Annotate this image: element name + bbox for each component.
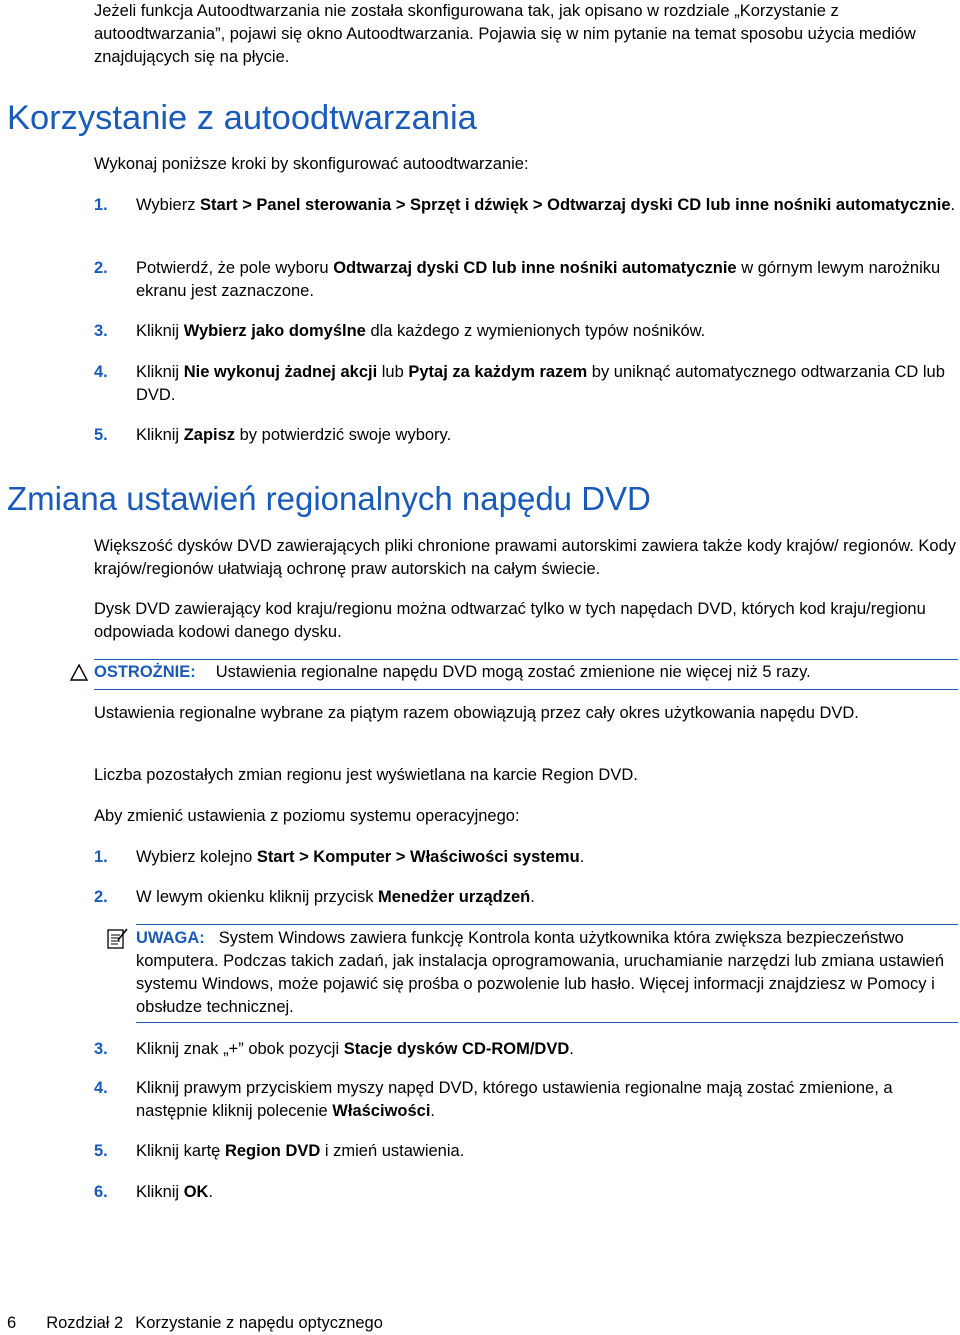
note-block: [136, 927, 960, 1019]
list-item: 2. W lewym okienku kliknij przycisk Menedżer urządzeń.: [94, 888, 535, 906]
list-item: 5. Kliknij kartę Region DVD i zmień ustawienia.: [94, 1142, 465, 1160]
note-pad-icon: [107, 927, 129, 949]
paragraph: Aby zmienić ustawienia z poziomu systemu operacyjnego:: [94, 807, 520, 825]
list-item: 5. Kliknij Zapisz by potwierdzić swoje wybory.: [94, 426, 452, 444]
note-bottom-rule: [136, 1022, 958, 1023]
caution-triangle-icon: [70, 664, 88, 681]
paragraph: Większość dysków DVD zawierających pliki chronione prawami autorskimi zawiera także kody krajów/ regionów. Kody krajów/regionów ułatwiają ochronę praw autorskich na całym świecie.: [94, 537, 956, 578]
note-text: System Windows zawiera funkcję Kontrola konta użytkownika która zwiększa bezpieczeństwo komputera. Podczas takich zadań, jak instalacja oprogramowania, uruchamianie narzędzi lub zmiana ustawień systemu Windows, może pojawić się prośba o pozwolenie lub hasło. Więcej informacji znajdziesz w Pomocy i obsłudze technicznej.: [136, 929, 945, 1016]
note-label: UWAGA:: [136, 929, 205, 947]
paragraph: Dysk DVD zawierający kod kraju/regionu można odtwarzać tylko w tych napędach DVD, których kod kraju/regionu odpowiada kodowi danego dysku.: [94, 600, 926, 641]
caution-note: [94, 661, 960, 684]
caution-bottom-rule: [94, 689, 958, 690]
list-item: 6. Kliknij OK.: [94, 1183, 214, 1201]
list-item: 2. Potwierdź, że pole wyboru Odtwarzaj dyski CD lub inne nośniki automatycznie w górnym lewym narożniku ekranu jest zaznaczone.: [94, 259, 941, 300]
intro-paragraph: Jeżeli funkcja Autoodtwarzania nie została skonfigurowana tak, jak opisano w rozdziale „Korzystanie z autoodtwarzania”, pojawi się okno Autoodtwarzania. Pojawia się w nim pytanie na temat sposobu użycia mediów znajdujących się na płycie.: [94, 2, 916, 66]
list-item: 1. Wybierz kolejno Start > Komputer > Właściwości systemu.: [94, 848, 585, 866]
list-item: 4. Kliknij Nie wykonuj żadnej akcji lub Pytaj za każdym razem by uniknąć automatycznego odtwarzania CD lub DVD.: [94, 363, 945, 404]
page-footer: [7, 1312, 383, 1334]
list-item: 3. Kliknij znak „+” obok pozycji Stacje dysków CD-ROM/DVD.: [94, 1040, 574, 1058]
section-heading-autoplay: Korzystanie z autoodtwarzania: [7, 99, 477, 137]
paragraph: Liczba pozostałych zmian regionu jest wyświetlana na karcie Region DVD.: [94, 766, 638, 784]
list-item: 4. Kliknij prawym przyciskiem myszy napęd DVD, którego ustawienia regionalne mają zostać zmienione, a następnie kliknij polecenie Właściwości.: [94, 1079, 893, 1120]
chapter-title: Korzystanie z napędu optycznego: [135, 1314, 383, 1332]
chapter-number: Rozdział 2: [46, 1314, 124, 1332]
section-heading-region: Zmiana ustawień regionalnych napędu DVD: [7, 480, 651, 517]
caution-top-rule: [94, 659, 958, 660]
section-lead: Wykonaj poniższe kroki by skonfigurować autoodtwarzanie:: [94, 155, 529, 173]
note-top-rule: [136, 924, 958, 925]
caution-text: Ustawienia regionalne napędu DVD mogą zostać zmienione nie więcej niż 5 razy.: [215, 663, 811, 681]
list-item: 3. Kliknij Wybierz jako domyślne dla każdego z wymienionych typów nośników.: [94, 322, 706, 340]
paragraph: Ustawienia regionalne wybrane za piątym razem obowiązują przez cały okres użytkowania napędu DVD.: [94, 704, 859, 722]
list-item: 1. Wybierz Start > Panel sterowania > Sprzęt i dźwięk > Odtwarzaj dyski CD lub inne nośniki automatycznie.: [94, 196, 956, 214]
page-number: 6: [7, 1314, 17, 1332]
caution-label: OSTROŻNIE:: [94, 663, 196, 681]
